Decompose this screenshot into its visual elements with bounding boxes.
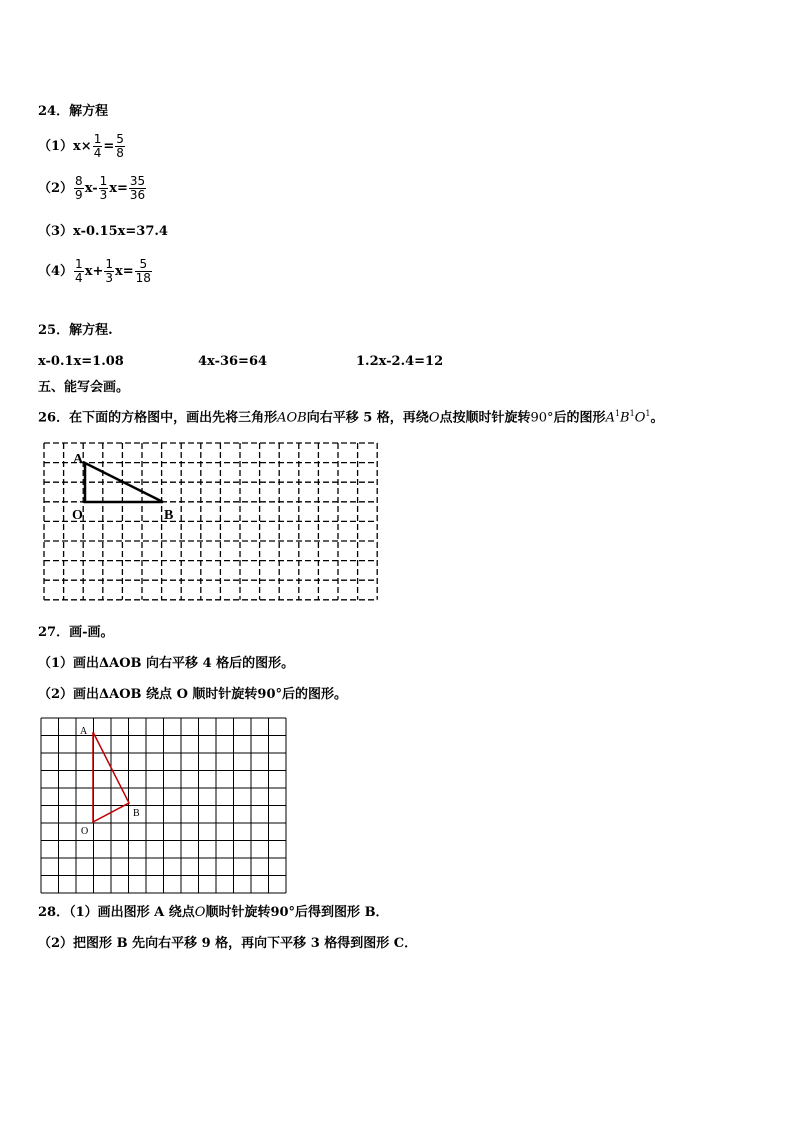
frac-den: 9	[75, 188, 83, 202]
q26-text-d: 后的图形	[553, 410, 606, 426]
q24-title: 24．解方程	[38, 104, 109, 119]
q24-item3	[38, 224, 168, 240]
q26-sup-o: 1	[645, 409, 651, 418]
q24-item2-mid1: x-	[84, 181, 98, 196]
q25-eq2: 4x-36=64	[198, 354, 268, 369]
frac-num: 1	[75, 257, 83, 271]
section-5-title: 五、能写会画。	[38, 380, 130, 395]
q24-item2-label: （2）	[38, 181, 74, 196]
frac-den: 4	[93, 146, 102, 160]
q28-item2: （2）把图形 B 先向右平移 9 格，再向下平移 3 格得到图形 C．	[38, 936, 418, 951]
q24-item4-mid1: x+	[84, 264, 104, 279]
frac-den: 18	[135, 271, 151, 285]
q24-item4-mid2: x=	[114, 264, 134, 279]
q24-item4-frac1	[74, 258, 84, 285]
q24-item1-frac1	[93, 133, 103, 160]
q24-item2	[38, 175, 147, 202]
frac-num: 1	[99, 174, 108, 188]
q24-item2-mid2: x=	[109, 181, 128, 196]
q26-label-a: A	[73, 452, 84, 467]
q26-dashed-grid	[40, 440, 380, 605]
q27-grid	[40, 716, 290, 896]
q26-result-b: B	[620, 410, 630, 426]
q26-text-c: 点按顺时针旋转	[439, 410, 531, 426]
q26-text	[38, 406, 663, 426]
q26-sup-b: 1	[629, 409, 635, 418]
q24-item1-frac2	[115, 133, 125, 160]
q27-title: 27．画-画。	[38, 625, 114, 640]
q25-eq3: 1.2x-2.4=12	[356, 354, 444, 369]
q24-item3-text: x-0.15x=37.4	[73, 224, 168, 239]
q26-point: O	[428, 410, 440, 426]
q26-angle: 90°	[530, 410, 554, 426]
q26-result-a: A	[605, 410, 615, 426]
frac-num: 35	[129, 174, 146, 188]
q25-eq1: x-0.1x=1.08	[38, 354, 124, 369]
frac-den: 3	[99, 188, 108, 202]
q24-item2-frac2	[99, 175, 109, 202]
frac-num: 1	[93, 132, 102, 146]
q24-item2-frac3	[129, 175, 146, 202]
frac-den: 4	[75, 271, 83, 285]
frac-den: 8	[116, 146, 124, 160]
q27-grid-lines	[41, 718, 286, 893]
q28-item1-b: 顺时针旋转90°后得到图形 B．	[205, 905, 389, 920]
q26-result-o: O	[634, 410, 646, 426]
q24-item4-frac3	[135, 258, 152, 285]
q26-triangle-aob	[85, 463, 163, 502]
q24-item2-frac1	[74, 175, 84, 202]
q26-text-a: 26．在下面的方格图中，画出先将三角形	[38, 410, 278, 426]
q27-item1: （1）画出ΔAOB 向右平移 4 格后的图形。	[38, 656, 295, 671]
frac-num: 5	[135, 258, 152, 272]
q24-item4-label: （4）	[38, 264, 74, 279]
q27-label-a: A	[80, 726, 88, 737]
q24-item3-label: （3）	[38, 224, 74, 239]
q26-sup-a: 1	[614, 409, 621, 418]
q26-label-o: O	[72, 508, 83, 523]
q24-item1-label: （1）	[38, 139, 74, 154]
frac-num: 8	[75, 174, 83, 188]
q24-item1	[38, 133, 126, 160]
frac-den: 3	[105, 271, 113, 285]
q24-item1-eq: =	[103, 139, 115, 154]
q26-label-b: B	[164, 508, 174, 523]
q26-tri: AOB	[277, 410, 307, 426]
frac-num: 1	[105, 257, 113, 271]
q27-label-o: O	[81, 826, 89, 837]
q25-title: 25．解方程.	[38, 323, 113, 338]
q28-item1	[38, 905, 389, 921]
q26-text-b: 向右平移 5 格，再绕	[306, 410, 429, 426]
q28-item1-a: 28．（1）画出图形 A 绕点	[38, 905, 195, 920]
q24-item4	[38, 258, 153, 285]
q27-label-b: B	[133, 808, 140, 819]
q28-item1-o: O	[194, 905, 206, 920]
q27-item2: （2）画出ΔAOB 绕点 O 顺时针旋转90°后的图形。	[38, 687, 348, 702]
q26-end: 。	[650, 410, 664, 426]
frac-num: 5	[116, 132, 124, 146]
q24-item1-pre: x×	[73, 139, 92, 154]
frac-den: 36	[129, 188, 146, 202]
q24-item4-frac2	[104, 258, 114, 285]
